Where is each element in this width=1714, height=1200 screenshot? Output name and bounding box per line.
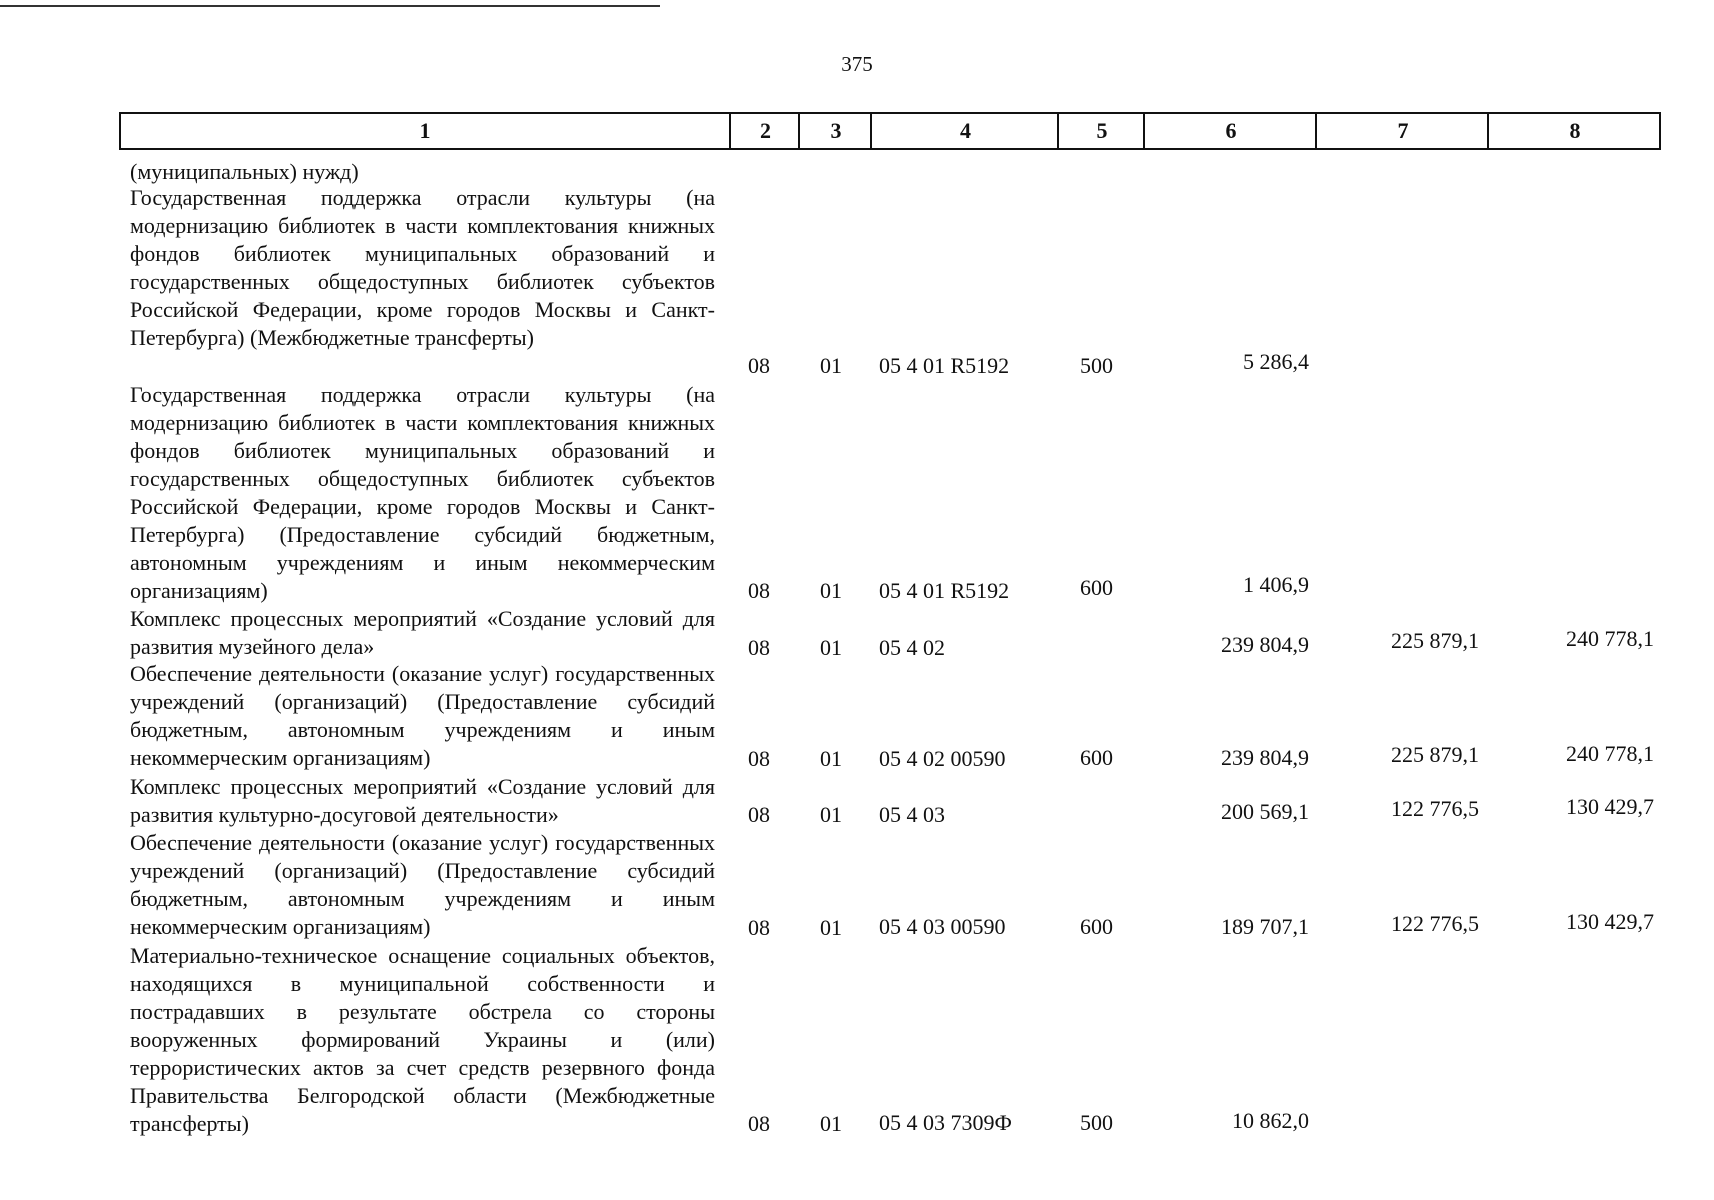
row-description: Обеспечение деятельности (оказание услуг) государственных учреждений (организаций) (Предоставление субсидий бюджетным, автономным учреждениям и иным некоммерческим организациям) bbox=[130, 661, 715, 770]
table-header bbox=[119, 112, 1661, 150]
row-target-code: 05 4 02 00590 bbox=[879, 746, 1006, 771]
row-target-code: 05 4 03 7309Ф bbox=[879, 1110, 1012, 1135]
row-subsection: 01 bbox=[820, 353, 842, 378]
row-subsection: 01 bbox=[820, 1111, 842, 1136]
row-description: Комплекс процессных мероприятий «Создание условий для развития культурно-досуговой деятельности» bbox=[130, 774, 715, 827]
page-number: 375 bbox=[841, 52, 873, 76]
row-description: Комплекс процессных мероприятий «Создание условий для развития музейного дела» bbox=[130, 606, 715, 659]
row-section: 08 bbox=[748, 1111, 770, 1136]
row-expense-type: 500 bbox=[1080, 353, 1113, 378]
row-expense-type: 600 bbox=[1080, 575, 1113, 600]
row-description: Обеспечение деятельности (оказание услуг) государственных учреждений (организаций) (Предоставление субсидий бюджетным, автономным учреждениям и иным некоммерческим организациям) bbox=[130, 830, 715, 939]
row-description: Государственная поддержка отрасли культуры (на модернизацию библиотек в части комплектования книжных фондов библиотек муниципальных образований и государственных общедоступных библиотек субъектов Российской Федерации, кроме городов Москвы и Санкт-Петербурга) (Предоставление субсидий бюджетным, автономным учреждениям и иным некоммерческим организациям) bbox=[130, 382, 715, 603]
header-col-2: 2 bbox=[729, 114, 800, 148]
row-amount-col8: 130 429,7 bbox=[1566, 794, 1654, 819]
header-col-3: 3 bbox=[798, 114, 872, 148]
row-expense-type: 500 bbox=[1080, 1110, 1113, 1135]
row-target-code: 05 4 02 bbox=[879, 635, 945, 660]
row-target-code: 05 4 01 R5192 bbox=[879, 353, 1010, 378]
header-col-4: 4 bbox=[870, 114, 1059, 148]
row-expense-type: 600 bbox=[1080, 914, 1113, 939]
row-amount-col6: 239 804,9 bbox=[1221, 632, 1309, 657]
row-amount-col8: 240 778,1 bbox=[1566, 626, 1654, 651]
header-col-5: 5 bbox=[1057, 114, 1145, 148]
row-amount-col7: 122 776,5 bbox=[1391, 911, 1479, 936]
row-target-code: 05 4 03 00590 bbox=[879, 914, 1006, 939]
row-amount-col7: 225 879,1 bbox=[1391, 742, 1479, 767]
row-description: (муниципальных) нужд) bbox=[130, 159, 359, 184]
row-amount-col6: 10 862,0 bbox=[1232, 1108, 1309, 1133]
row-section: 08 bbox=[748, 746, 770, 771]
row-target-code: 05 4 01 R5192 bbox=[879, 578, 1010, 603]
row-amount-col7: 225 879,1 bbox=[1391, 628, 1479, 653]
row-amount-col6: 1 406,9 bbox=[1243, 572, 1309, 597]
row-subsection: 01 bbox=[820, 802, 842, 827]
row-section: 08 bbox=[748, 635, 770, 660]
row-amount-col6: 5 286,4 bbox=[1243, 349, 1309, 374]
top-rule bbox=[0, 5, 660, 7]
header-col-1: 1 bbox=[419, 118, 431, 143]
header-col-8: 8 bbox=[1487, 114, 1661, 148]
header-col-6: 6 bbox=[1143, 114, 1317, 148]
row-description: Материально-техническое оснащение социальных объектов, находящихся в муниципальной собственности и пострадавших в результате обстрела со стороны вооруженных формирований Украины и (или) террористических актов за счет средств резервного фонда Правительства Белгородской области (Межбюджетные трансферты) bbox=[130, 943, 715, 1136]
row-section: 08 bbox=[748, 578, 770, 603]
row-amount-col8: 240 778,1 bbox=[1566, 741, 1654, 766]
header-col-7: 7 bbox=[1315, 114, 1489, 148]
row-description: Государственная поддержка отрасли культуры (на модернизацию библиотек в части комплектования книжных фондов библиотек муниципальных образований и государственных общедоступных библиотек субъектов Российской Федерации, кроме городов Москвы и Санкт-Петербурга) (Межбюджетные трансферты) bbox=[130, 185, 715, 350]
row-subsection: 01 bbox=[820, 746, 842, 771]
row-amount-col6: 239 804,9 bbox=[1221, 745, 1309, 770]
row-amount-col8: 130 429,7 bbox=[1566, 909, 1654, 934]
row-amount-col6: 189 707,1 bbox=[1221, 914, 1309, 939]
row-subsection: 01 bbox=[820, 635, 842, 660]
row-amount-col6: 200 569,1 bbox=[1221, 799, 1309, 824]
row-section: 08 bbox=[748, 915, 770, 940]
row-expense-type: 600 bbox=[1080, 745, 1113, 770]
row-section: 08 bbox=[748, 353, 770, 378]
row-target-code: 05 4 03 bbox=[879, 802, 945, 827]
row-subsection: 01 bbox=[820, 915, 842, 940]
row-amount-col7: 122 776,5 bbox=[1391, 796, 1479, 821]
row-subsection: 01 bbox=[820, 578, 842, 603]
row-section: 08 bbox=[748, 802, 770, 827]
